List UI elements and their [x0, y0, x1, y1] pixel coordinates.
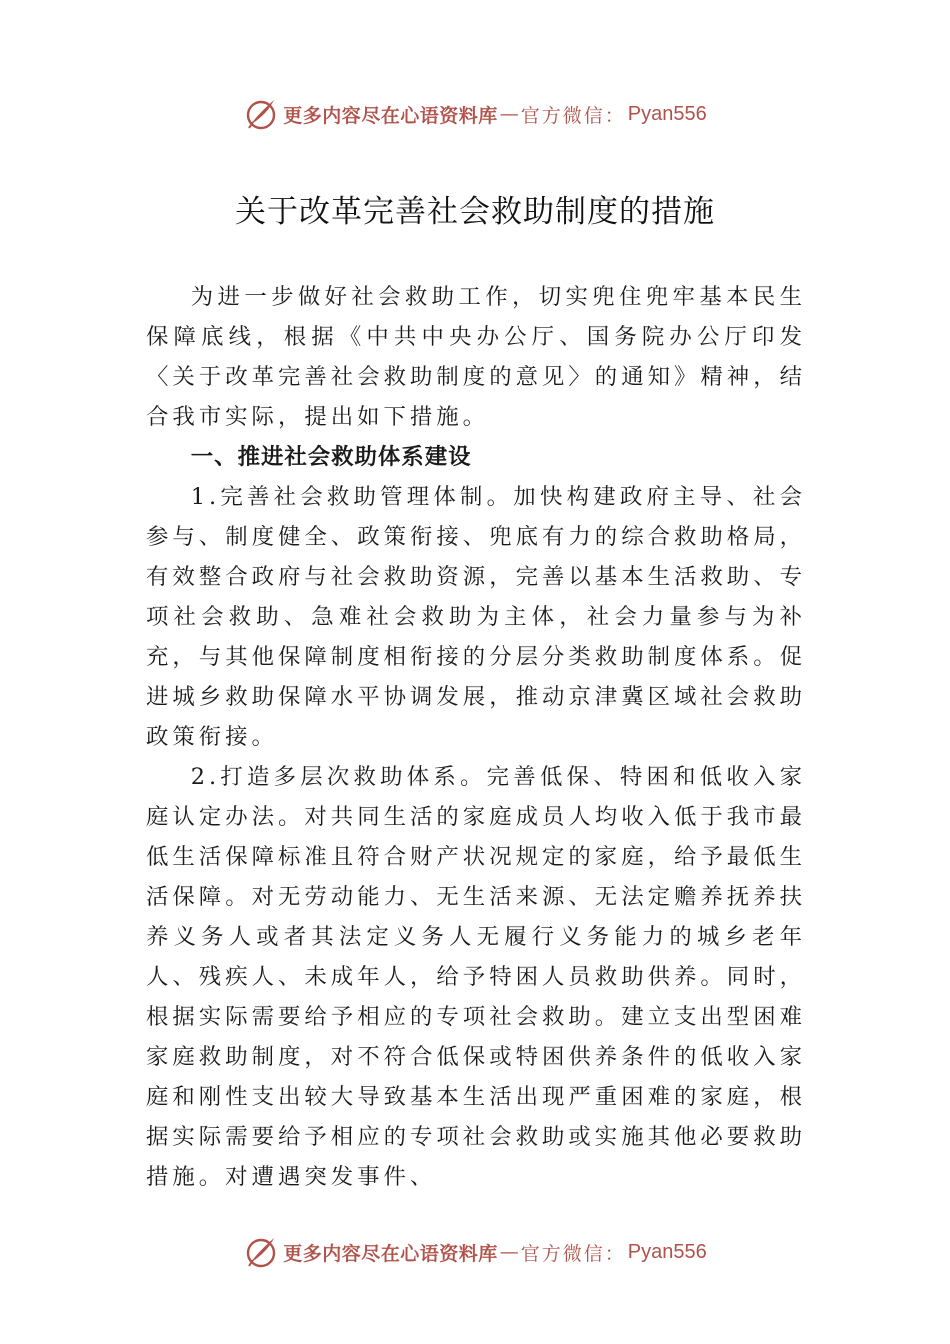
watermark-wechat-label: 官方微信：	[520, 104, 626, 127]
watermark-wechat-label: 官方微信：	[520, 1242, 626, 1265]
list-item-1: 1.完善社会救助管理体制。加快构建政府主导、社会参与、制度健全、政策衔接、兜底有力的综合救助格局，有效整合政府与社会救助资源，完善以基本生活救助、专项社会救助、急难社会救助为主体，社会力量参与为补充，与其他保障制度相衔接的分层分类救助制度体系。促进城乡救助保障水平协调发展，推动京津冀区域社会救助政策衔接。	[146, 484, 806, 750]
list-item-2: 2.打造多层次救助体系。完善低保、特困和低收入家庭认定办法。对共同生活的家庭成员人均收入低于我市最低生活保障标准且符合财产状况规定的家庭，给予最低生活保障。对无劳动能力、无生活来源、无法定赡养抚养扶养义务人或者其法定义务人无履行义务能力的城乡老年人、残疾人、未成年人，给予特困人员救助供养。同时，根据实际需要给予相应的专项社会救助。建立支出型困难家庭救助制度，对不符合低保或特困供养条件的低收入家庭和刚性支出较大导致基本生活出现严重困难的家庭，根据实际需要给予相应的专项社会救助或实施其他必要救助措施。对遭遇突发事件、	[146, 764, 806, 1190]
document-body	[146, 277, 806, 1197]
watermark-dash: —	[499, 103, 519, 125]
watermark-brand: 更多内容尽在心语资料库	[283, 1242, 498, 1265]
watermark-brand: 更多内容尽在心语资料库	[283, 104, 498, 127]
watermark-footer	[0, 1232, 950, 1272]
watermark-dash: —	[499, 1241, 519, 1263]
watermark-wechat-id: Pyan556	[627, 1240, 707, 1263]
watermark-wechat-id: Pyan556	[627, 102, 707, 125]
watermark-header	[0, 94, 950, 134]
section-heading: 一、推进社会救助体系建设	[190, 444, 472, 470]
quill-logo-icon	[243, 1234, 279, 1270]
intro-paragraph: 为进一步做好社会救助工作，切实兜住兜牢基本民生保障底线，根据《中共中央办公厅、国务院办公厅印发〈关于改革完善社会救助制度的意见〉的通知》精神，结合我市实际，提出如下措施。	[146, 284, 806, 430]
quill-logo-icon	[243, 96, 279, 132]
document-title: 关于改革完善社会救助制度的措施	[235, 194, 715, 230]
